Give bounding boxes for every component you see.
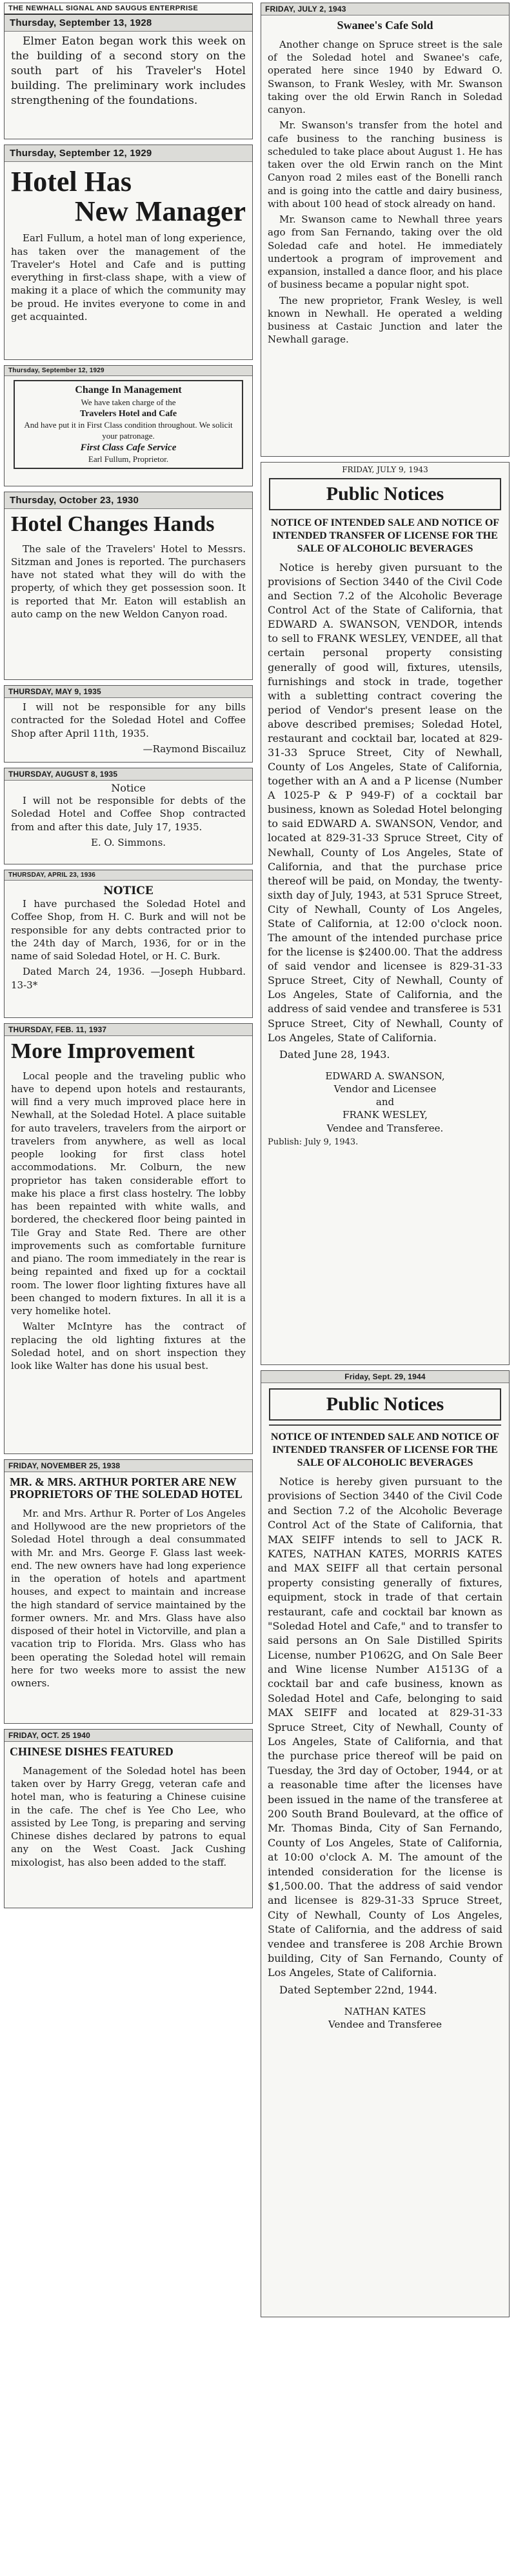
- clipping-body: Notice is hereby given pursuant to the provisions of Section 3440 of the Civil Code and Section 7.2 of the Alcoholic Beverage Control Act of the State of California, that EDWARD A. SWANSON, VENDOR, intends to sell to FRANK WESLEY, VENDEE, all that certain personal property consisting generally of good will, fixtures, utensils, furnishings and stock in trade, together with a subletting contract covering the period of Vendor's present lease on the above described premises; Soledad Hotel, restaurant and cocktail bar, located at 829-31-33 Spruce Street, City of Newhall, County of Los Angeles, State of California, together with an A and a P license (Number A 1025-P & P 949-F) of a cocktail bar business, known as Soledad Hotel belonging to said EDWARD A. SWANSON, Vendor, and located at 829-31-33 Spruce Street, City of Newhall, County of Los Angeles, State of California, and that the purchase price thereof will be paid, on Monday, the twenty-sixth day of July, 1943, at 531 Spruce Street, City of Newhall, County of Los Angeles, State of California, at 12:00 o'clock noon. The amount of the intended purchase price for the license is $2400.00. That the address of said vendor and licensee is 829-31-33 Spruce Street, City of Newhall, County of Los Angeles, State of California, and the address of said vendee and transferee is 531 Spruce Street, City of Newhall, County of Los Angeles, State of California. Dated June 28, 1943.: [268, 561, 502, 1061]
- clipping-date: FRIDAY, OCT. 25 1940: [5, 1730, 252, 1742]
- clipping-1929-manager: [4, 145, 253, 360]
- clipping-date: THURSDAY, APRIL 23, 1936: [5, 870, 252, 881]
- clipping-body: Mr. and Mrs. Arthur R. Porter of Los Angeles and Hollywood are the new proprietors of the Soledad Hotel through a deal consummated with Mr. and Mrs. George F. Glass last week-end. The new owners have had long experience in the operation of hotels and apartment houses, and expect to maintain and increase the high standard of service maintained by the former owners. Mr. and Mrs. Glass have also disposed of their hotel in Victorville, and plan a vacation trip to Florida. Mrs. Glass who has been operating the Soledad hotel will remain here for two weeks more to assist the new owners.: [11, 1507, 246, 1690]
- clipping-body: Another change on Spruce street is the sale of the Soledad hotel and Swanee's cafe, operated here since 1940 by Edward O. Swanson, to Frank Wesley, with Mr. Swanson taking over the old Erwin Ranch in Soledad canyon. Mr. Swanson's transfer from the hotel and cafe business to the ranching business is scheduled to take place about August 1. He has taken over the old Erwin ranch on the Mint Canyon road 2 miles east of the Bonelli ranch and is going into the cattle and dairy business, with about 100 head of stock already on hand. Mr. Swanson came to Newhall three years ago from San Fernando, taking over the old Soledad cafe and hotel. He immediately undertook a program of improvement and expansion, installed a dance floor, and his place of business became a popular night spot. The new proprietor, Frank Wesley, is well known in Newhall. He operated a welding business at Castaic Junction and later the Newhall garage.: [268, 38, 502, 346]
- clipping-date: THURSDAY, AUGUST 8, 1935: [5, 768, 252, 781]
- advertisement-box: Change In Management We have taken charge of the Travelers Hotel and Cafe And have put it in First Class condition throughout. We solicit your patronage. First Class Cafe Service Earl Fullum, Proprietor.: [14, 380, 243, 469]
- headline: Hotel Has New Manager: [11, 166, 246, 228]
- clipping-date: Friday, Sept. 29, 1944: [261, 1371, 509, 1383]
- clipping-date: FRIDAY, JULY 2, 1943: [261, 3, 509, 15]
- headline: Swanee's Cafe Sold: [337, 19, 433, 32]
- divider: [269, 1424, 501, 1426]
- clipping-body: Earl Fullum, a hotel man of long experience, has taken over the management of the Traveler's Hotel and Cafe and is putting everything in first-class shape, with a view of making it a place of which the community may be proud. He invites everyone to come in and get acquainted.: [11, 232, 246, 323]
- clipping-1930: [4, 492, 253, 680]
- clipping-date: THURSDAY, FEB. 11, 1937: [5, 1024, 252, 1036]
- clipping-date: Thursday, September 12, 1929: [5, 366, 252, 376]
- clipping-body: Notice is hereby given pursuant to the provisions of Section 3440 of the Civil Code and Section 7.2 of the Alcoholic Beverage Control Act of the State of California, that MAX SEIFF intends to sell to JACK R. KATES, NATHAN KATES, MORRIS KATES and MAX SEIFF all that certain personal property consisting generally of fixtures, equipment, stock in trade of that certain restaurant, cafe and cocktail bar known as "Soledad Hotel and Cafe," and to transfer to said persons an On Sale Distilled Spirits License, number P1062G, and On Sale Beer and Wine license Number A1513G of a cocktail bar and cafe business, known as Soledad Hotel and Cafe, belonging to said MAX SEIFF and located at 829-31-33 Spruce Street, City of Newhall, County of Los Angeles, State of California, and that the purchase price thereof will be paid on Tuesday, the 3rd day of October, 1944, or at a reasonable time after the licenses have been issued in the name of the transferee at 200 South Brand Boulevard, at the office of Mr. Thomas Binda, City of San Fernando, County of Los Angeles, State of California, at 10:00 o'clock A. M. The amount of the intended consideration for the license is $1,500.00. That the address of said vendor and licensee is 829-31-33 Spruce Street, City of Newhall, County of Los Angeles, State of California, and the address of said vendee and transferee is 208 Archie Brown building, City of San Fernando, County of Los Angeles, State of California. Dated September 22nd, 1944.: [268, 1475, 502, 1996]
- clipping-date: THURSDAY, MAY 9, 1935: [5, 686, 252, 698]
- clipping-date: Thursday, September 13, 1928: [5, 15, 252, 32]
- headline: Hotel Changes Hands: [11, 512, 215, 536]
- clipping-1940: [4, 1729, 253, 1908]
- signature-block: NATHAN KATES Vendee and Transferee: [328, 2006, 442, 2031]
- clipping-body: The sale of the Travelers' Hotel to Messrs. Sitzman and Jones is reported. The purchasers have not stated what they will do with the property, of which they get possession soon. It is reported that Mr. Eaton will establish an auto camp on the new Weldon Canyon road.: [11, 543, 246, 620]
- section-heading: Public Notices: [269, 1388, 501, 1421]
- notice-title: NOTICE OF INTENDED SALE AND NOTICE OF INTENDED TRANSFER OF LICENSE FOR THE SALE OF ALCOHOLIC BEVERAGES: [270, 1432, 500, 1468]
- clipping-1937: [4, 1023, 253, 1454]
- clipping-july-9-1943: [261, 462, 510, 1365]
- clipping-aug-1935: THURSDAY, AUGUST 8, 1935 Notice I will not be responsible for debts of the Soledad Hotel and Coffee Shop contracted from and after this date, July 17, 1935. E. O. Simmons.: [4, 768, 253, 864]
- clipping-1928: [4, 3, 253, 139]
- headline: More Improvement: [11, 1039, 195, 1063]
- headline: CHINESE DISHES FEATURED: [10, 1745, 174, 1758]
- clipping-body: Management of the Soledad hotel has been taken over by Harry Gregg, veteran cafe and hotel man, who is featuring a Chinese cuisine in the cafe. The chef is Yee Cho Lee, who assisted by Lee Tong, is preparing and serving Chinese dishes declared by patrons to equal any on the West Coast. Jack Cushing mixologist, has also been added to the staff.: [11, 1764, 246, 1868]
- clipping-date: Thursday, September 12, 1929: [5, 145, 252, 162]
- clipping-1936: THURSDAY, APRIL 23, 1936 NOTICE I have purchased the Soledad Hotel and Coffee Shop, from H. C. Burk and will not be responsible for any debts contracted prior to the 24th day of March, 1936, for or in the name of said Soledad Hotel, or H. C. Burk. Dated March 24, 1936. —Joseph Hubbard. 13-3*: [4, 870, 253, 1018]
- masthead: THE NEWHALL SIGNAL AND SAUGUS ENTERPRISE: [5, 3, 252, 15]
- headline: MR. & MRS. ARTHUR PORTER ARE NEW PROPRIETORS OF THE SOLEDAD HOTEL: [10, 1475, 243, 1501]
- clipping-1938: [4, 1459, 253, 1724]
- signature-block: EDWARD A. SWANSON, Vendor and Licensee and FRANK WESLEY, Vendee and Transferee.: [325, 1070, 445, 1134]
- notice-title: NOTICE OF INTENDED SALE AND NOTICE OF INTENDED TRANSFER OF LICENSE FOR THE SALE OF ALCOHOLIC BEVERAGES: [270, 517, 500, 554]
- clipping-body: I have purchased the Soledad Hotel and Coffee Shop, from H. C. Burk and will not be responsible for any debts contracted prior to the 24th day of March, 1936, for or in the name of said Soledad Hotel, or H. C. Burk. Dated March 24, 1936. —Joseph Hubbard. 13-3*: [11, 898, 246, 991]
- clipping-date: FRIDAY, NOVEMBER 25, 1938: [5, 1460, 252, 1472]
- clipping-body: I will not be responsible for any bills contracted for the Soledad Hotel and Coffee Shop after April 11th, 1935. —Raymond Biscailuz: [11, 701, 246, 755]
- clipping-date: Thursday, October 23, 1930: [5, 492, 252, 509]
- clipping-may-1935: [4, 685, 253, 763]
- clipping-body: I will not be responsible for debts of the Soledad Hotel and Coffee Shop contracted from and after this date, July 17, 1935. E. O. Simmons.: [11, 795, 246, 848]
- publish-line: Publish: July 9, 1943.: [268, 1137, 359, 1147]
- clipping-date: FRIDAY, JULY 9, 1943: [342, 465, 428, 474]
- clipping-body: Local people and the traveling public who have to depend upon hotels and restaurants, will find a very much improved place here in Newhall, at the Soledad Hotel. A place suitable for auto travelers, travelers from the airport or travelers from anywhere, as well as local people looking for first class hotel accommodations. Mr. Colburn, the new proprietor has taken considerable effort to make his place a first class hostelry. The lobby has been repainted with white walls, and bordered, the checkered floor being painted in Tile Gray and State Red. There are other improvements such as comfortable furniture and piano. The room immediately in the rear is being repainted and fixed up for a cocktail room. The lower floor lighting fixtures have all been changed to modern fixtures. In all it is a very homelike hotel. Walter McIntyre has the contract of replacing the old lighting fixtures at the Soledad hotel, and on short inspection they look like Walter has done his usual best.: [11, 1070, 246, 1372]
- clipping-july-2-1943: [261, 3, 510, 457]
- section-heading: Public Notices: [269, 478, 501, 510]
- clipping-1929-ad: [4, 365, 253, 486]
- clipping-body: Elmer Eaton began work this week on the building of a second story on the south part of his Traveler's Hotel building. The preliminary work includes strengthening of the foundations.: [11, 35, 246, 107]
- clipping-1944: [261, 1370, 510, 2317]
